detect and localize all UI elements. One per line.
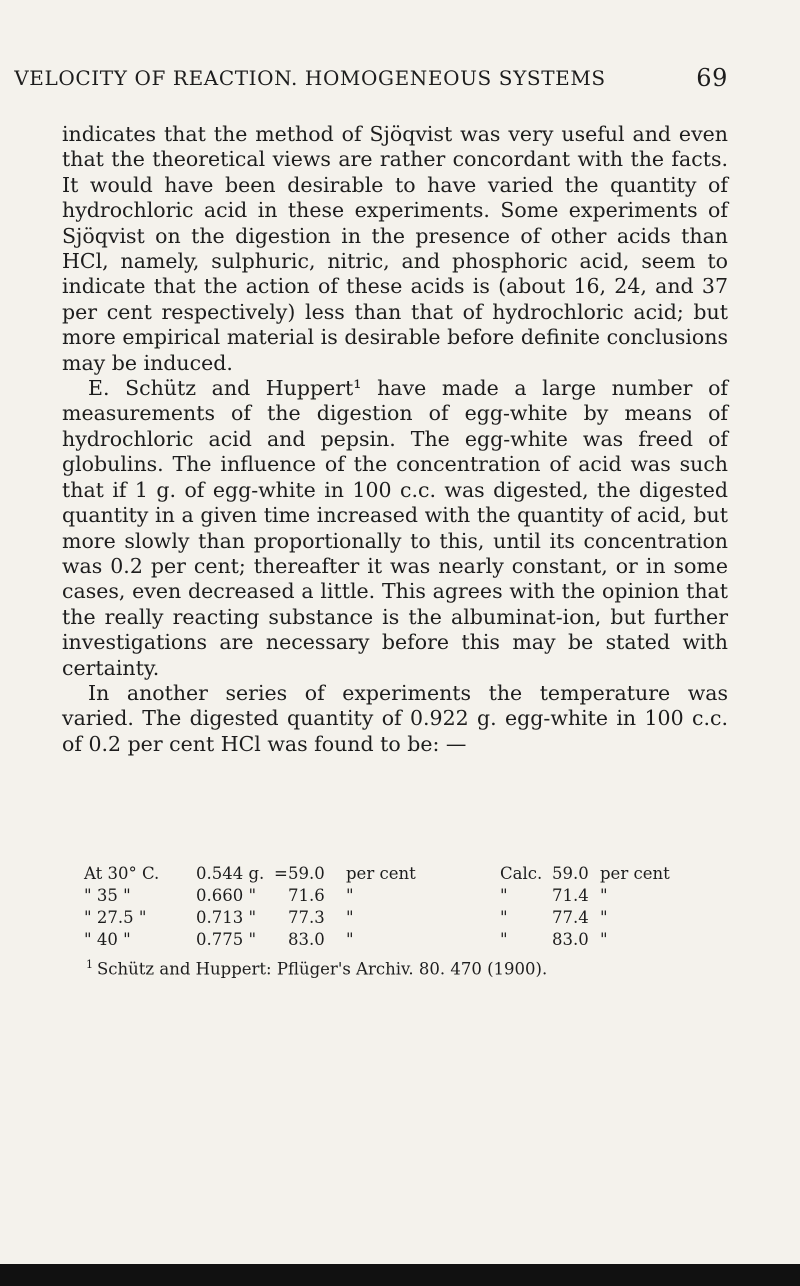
mass-cell: 0.544 g. [196, 864, 265, 883]
paragraph-schutz-huppert: E. Schütz and Huppert¹ have made a large number of measurements of the digestion of egg-white by means of hydrochloric acid and pepsin. The egg-white was freed of globulins. The influence of the concentration of acid was such that if 1 g. of egg-white in 100 c.c. was digested, the digested quantity in a given time increased with the quantity of acid, but more slowly than proportionally to this, until its concentration was 0.2 per cent; thereafter it was nearly constant, or in some cases, even decreased a little. This agrees with the opinion that the really reacting substance is the albuminat-ion, but further investigations are necessary before this may be stated with certainty. [62, 376, 728, 680]
observed-cell: 77.3 [288, 908, 325, 927]
observed-unit-cell: " [346, 886, 354, 905]
running-title: VELOCITY OF REACTION. HOMOGENEOUS SYSTEMS [14, 66, 606, 90]
observed-cell: 59.0 [288, 864, 325, 883]
observed-unit-cell: " [346, 908, 354, 927]
calc-label-cell: " [500, 908, 508, 927]
scan-edge-bar [0, 1264, 800, 1286]
equals-sign: = [274, 864, 288, 883]
mass-cell: 0.775 " [196, 930, 257, 949]
calc-unit-cell: " [600, 886, 608, 905]
calc-unit-cell: " [600, 908, 608, 927]
paragraph-temperature: In another series of experiments the temperature was varied. The digested quantity of 0.922 g. egg-white in 100 c.c. of 0.2 per cent HCl was found to be: — [62, 680, 728, 756]
mass-cell: 0.660 " [196, 886, 257, 905]
digestion-table [84, 863, 708, 951]
calc-unit-cell: per cent [600, 864, 670, 883]
table-row [84, 863, 708, 885]
footnote-marker: 1 [86, 958, 93, 971]
temperature-cell: " 27.5 " [84, 908, 147, 927]
calc-cell: 77.4 [552, 908, 589, 927]
temperature-cell: " 35 " [84, 886, 131, 905]
calc-label-cell: " [500, 886, 508, 905]
observed-unit-cell: per cent [346, 864, 416, 883]
page-number: 69 [696, 64, 728, 92]
table-row [84, 885, 708, 907]
table-row [84, 907, 708, 929]
footnote [86, 958, 716, 979]
footnote-text: Schütz and Huppert: Pflüger's Archiv. 80. 470 (1900). [97, 959, 548, 979]
calc-cell: 71.4 [552, 886, 589, 905]
observed-unit-cell: " [346, 930, 354, 949]
observed-cell: 83.0 [288, 930, 325, 949]
temperature-cell: " 40 " [84, 930, 131, 949]
calc-cell: 59.0 [552, 864, 589, 883]
table-row [84, 929, 708, 951]
calc-unit-cell: " [600, 930, 608, 949]
temperature-cell: At 30° C. [84, 864, 160, 883]
observed-cell: 71.6 [288, 886, 325, 905]
body-text [62, 122, 728, 757]
calc-label-cell: " [500, 930, 508, 949]
paragraph-sjoqvist: indicates that the method of Sjöqvist was very useful and even that the theoretical views are rather concordant with the facts. It would have been desirable to have varied the quantity of hydrochloric acid in these experiments. Some experiments of Sjöqvist on the digestion in the presence of other acids than HCl, namely, sulphuric, nitric, and phosphoric acid, seem to indicate that the action of these acids is (about 16, 24, and 37 per cent respectively) less than that of hydrochloric acid; but more empirical material is desirable before definite conclusions may be induced. [62, 122, 728, 375]
mass-cell: 0.713 " [196, 908, 257, 927]
calc-label-cell: Calc. [500, 864, 543, 883]
calc-cell: 83.0 [552, 930, 589, 949]
